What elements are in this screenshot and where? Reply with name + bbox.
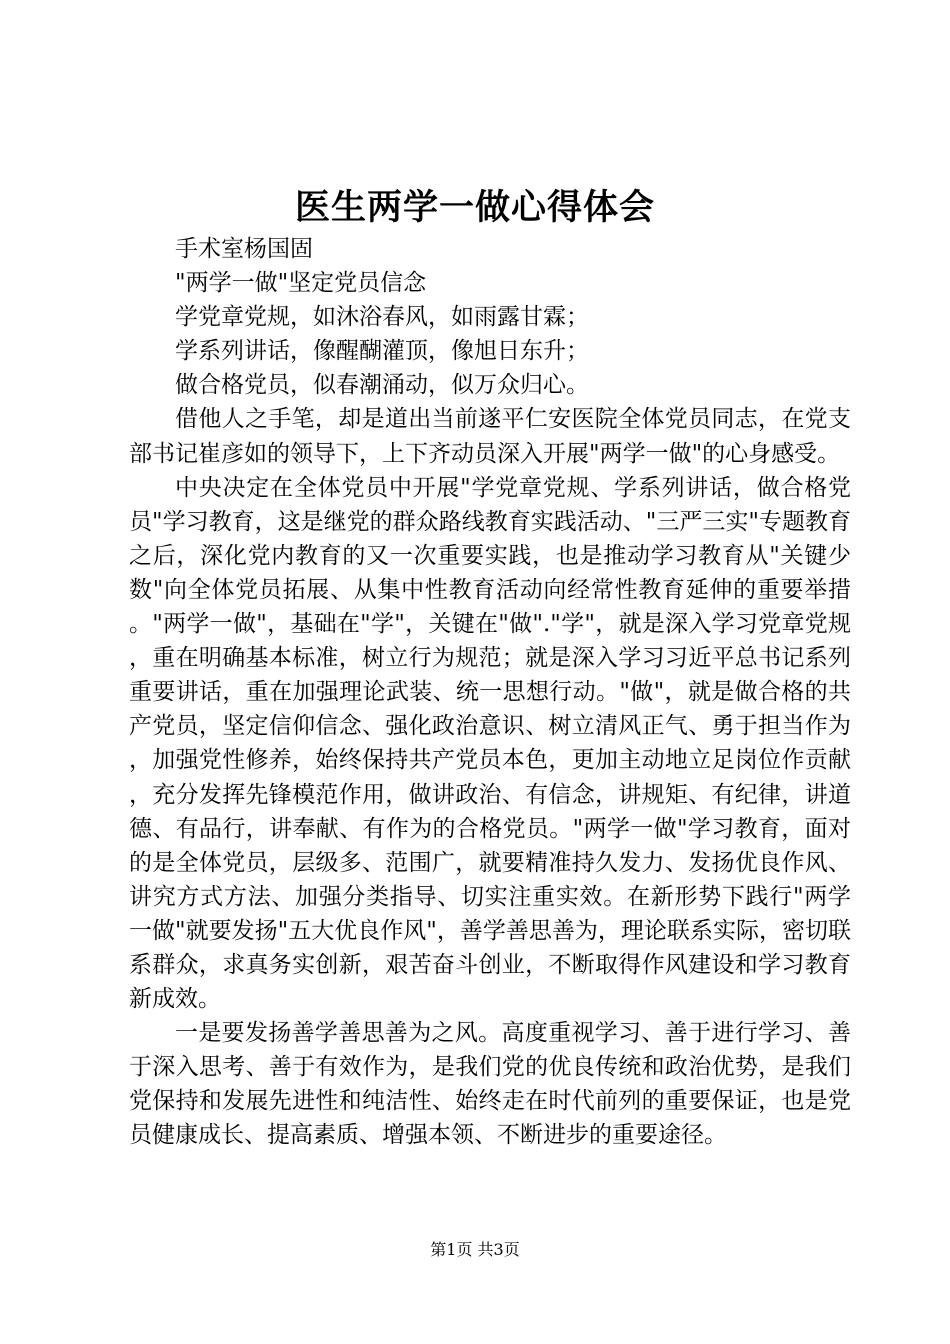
- body-paragraph: 一是要发扬善学善思善为之风。高度重视学习、善于进行学习、善于深入思考、善于有效作为，是我们党的优良传统和政治优势，是我们党保持和发展先进性和纯洁性、始终走在时代前列的重要保证，也是党员健康成长、提高素质、增强本领、不断进步的重要途径。: [129, 1020, 851, 1149]
- subtitle-line: "两学一做"坚定党员信念: [175, 270, 427, 297]
- page-number-footer: 第1页 共3页: [430, 1240, 520, 1259]
- author-line: 手术室杨国固: [175, 236, 313, 262]
- body-paragraph: 借他人之手笔，却是道出当前遂平仁安医院全体党员同志，在党支部书记崔彦如的领导下，上下齐动员深入开展"两学一做"的心身感受。: [129, 406, 851, 467]
- verse-line: 学党章党规，如沐浴春风，如雨露甘霖；: [175, 304, 589, 331]
- document-body: [129, 232, 851, 1153]
- body-paragraph: 中央决定在全体党员中开展"学党章党规、学系列讲话，做合格党员"学习教育，这是继党的群众路线教育实践活动、"三严三实"专题教育之后，深化党内教育的又一次重要实践，也是推动学习教育从"关键少数"向全体党员拓展、从集中性教育活动向经常性教育延伸的重要举措。"两学一做"，基础在"学"，关键在"做"."学"，就是深入学习党章党规，重在明确基本标准，树立行为规范；就是深入学习习近平总书记系列重要讲话，重在加强理论武装、统一思想行动。"做"，就是做合格的共产党员，坚定信仰信念、强化政治意识、树立清风正气、勇于担当作为，加强党性修养，始终保持共产党员本色，更加主动地立足岗位作贡献，充分发挥先锋模范作用，做讲政治、有信念，讲规矩、有纪律，讲道德、有品行，讲奉献、有作为的合格党员。"两学一做"学习教育，面对的是全体党员，层级多、范围广，就要精准持久发力、发扬优良作风、讲究方式方法、加强分类指导、切实注重实效。在新形势下践行"两学一做"就要发扬"五大优良作风"，善学善思善为，理论联系实际，密切联系群众，求真务实创新，艰苦奋斗创业，不断取得作风建设和学习教育新成效。: [129, 474, 851, 1013]
- verse-line: 做合格党员，似春潮涌动，似万众归心。: [175, 372, 589, 399]
- verse-line: 学系列讲话，像醒醐灌顶，像旭日东升；: [175, 338, 589, 365]
- document-title: 医生两学一做心得体会: [294, 187, 655, 228]
